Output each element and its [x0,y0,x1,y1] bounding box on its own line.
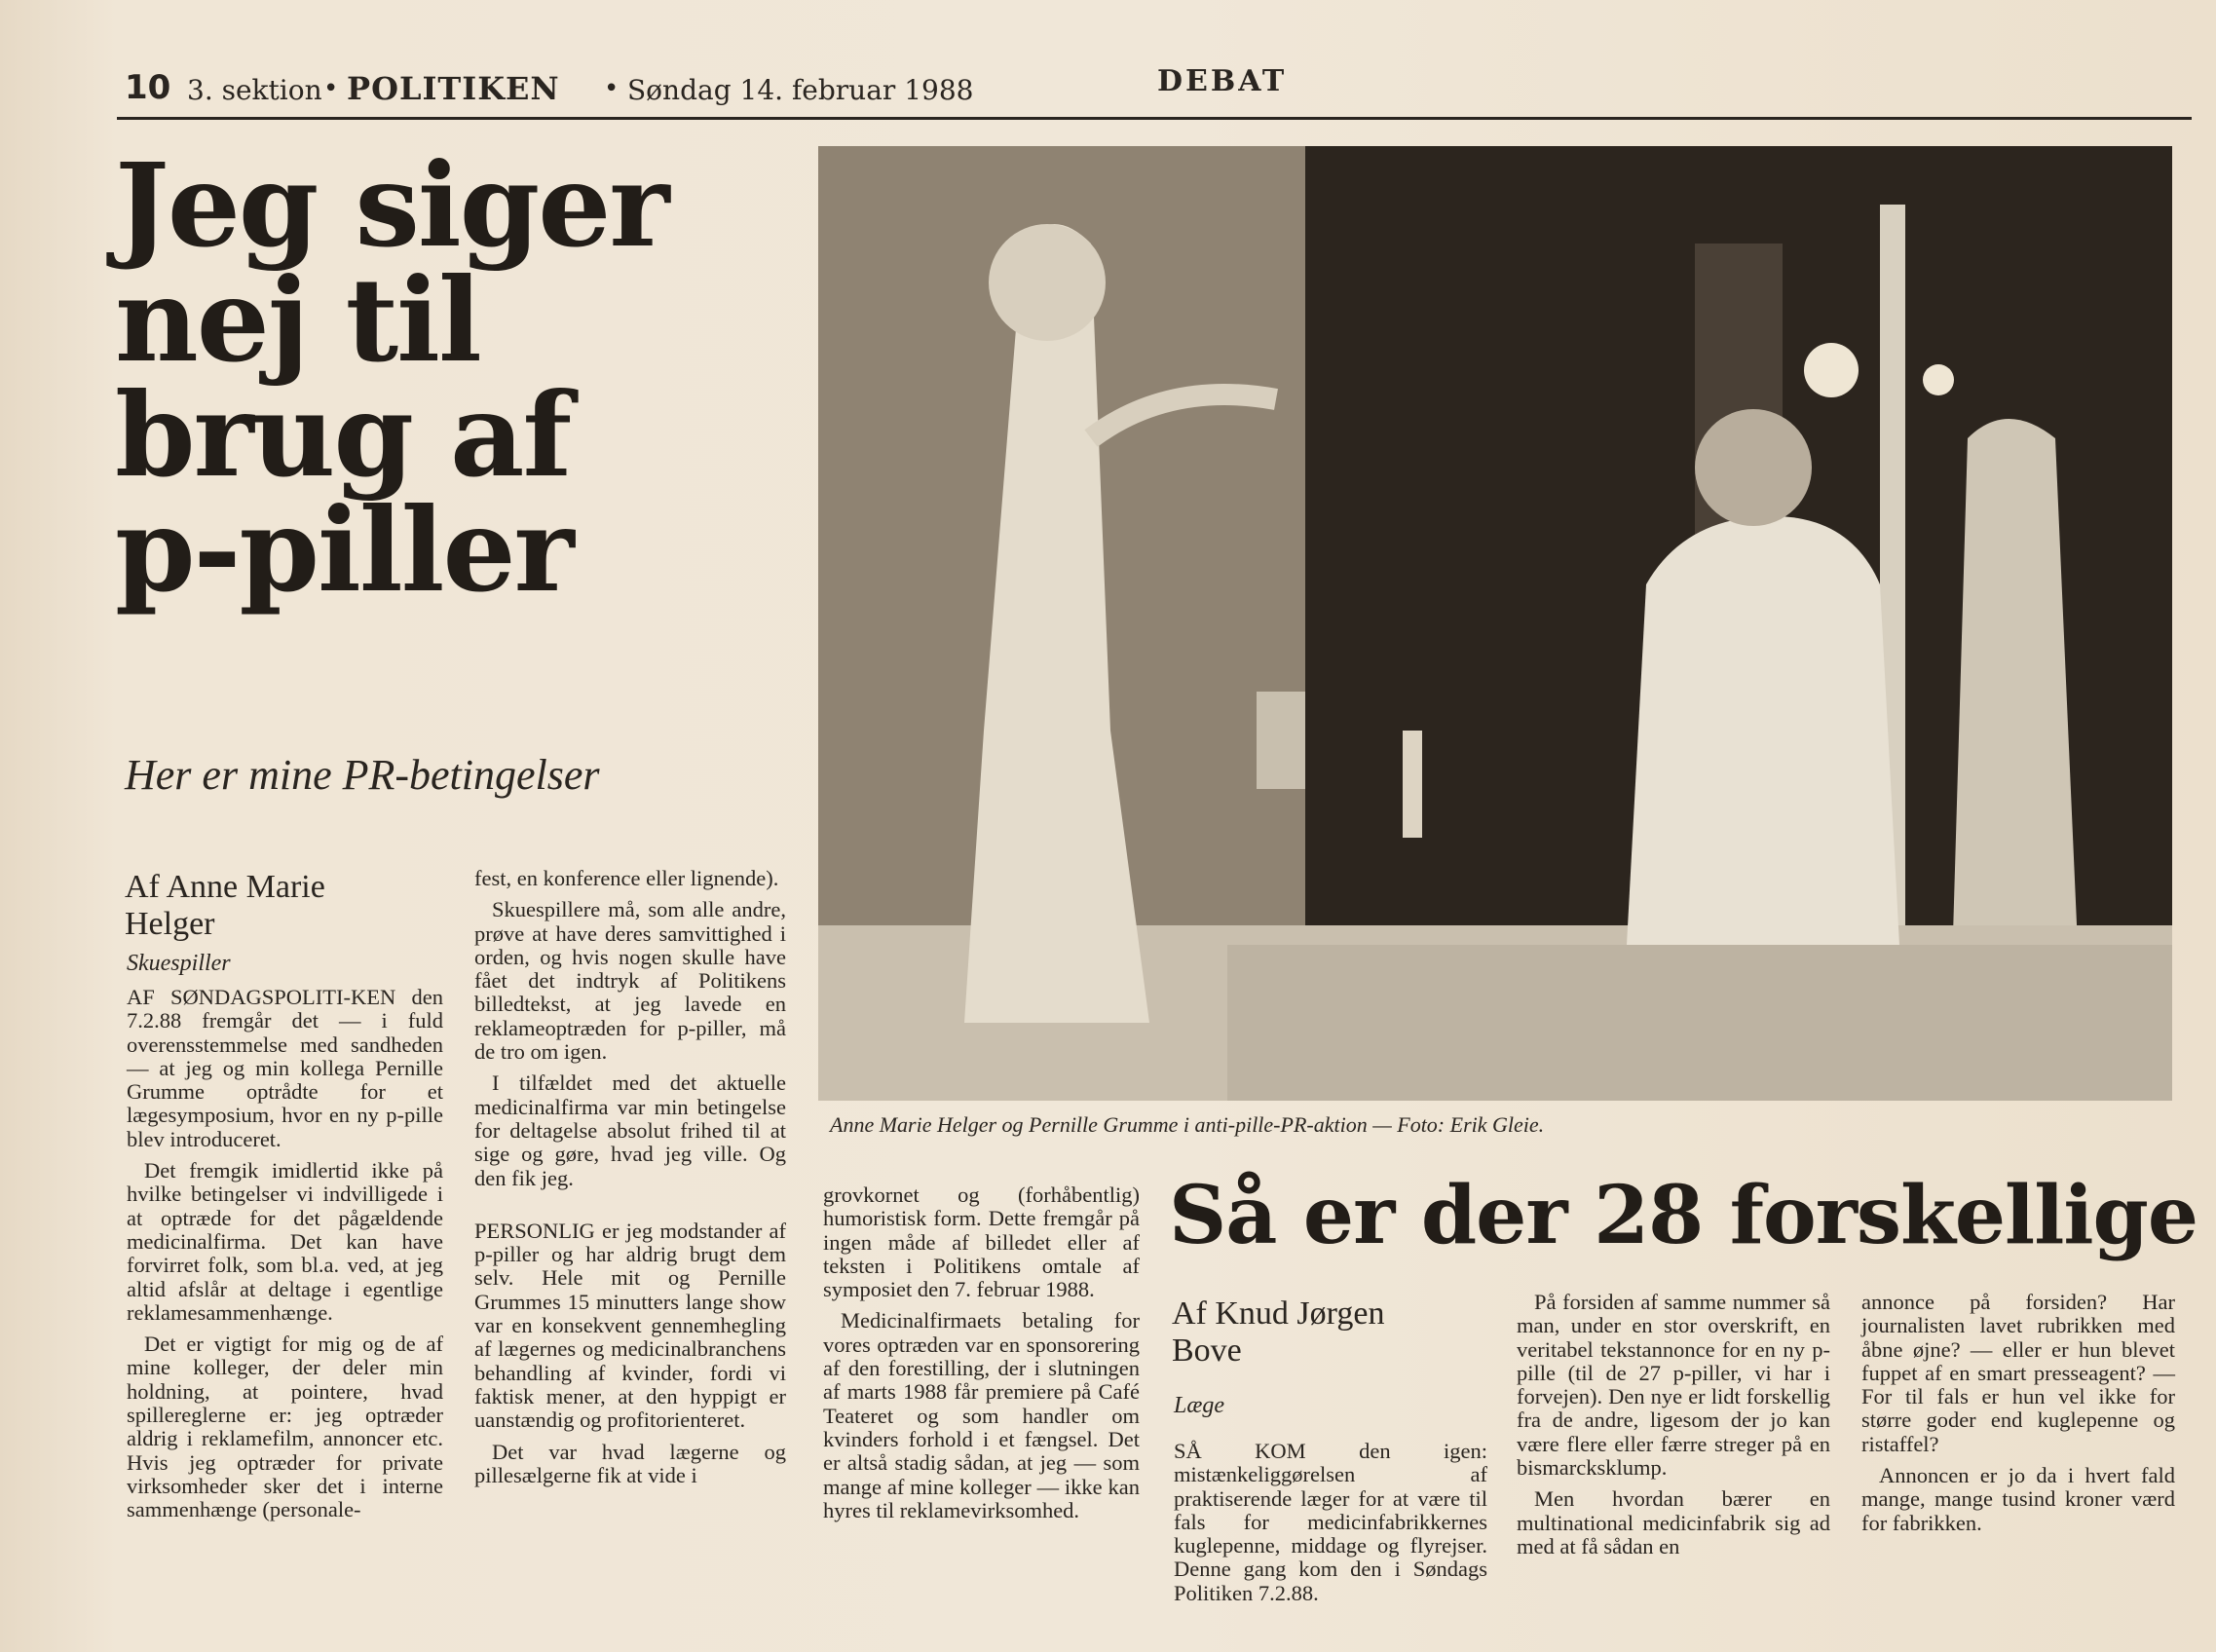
headline-line: nej til [115,252,480,388]
bullet-separator: • [604,74,620,103]
paragraph: Men hvordan bærer en multinational medicinfabrik sig ad med at få sådan en [1517,1486,1830,1558]
paragraph: Annoncen er jo da i hvert fald mange, mange tusind kroner værd for fabrikken. [1861,1463,2175,1535]
article-column [1861,1291,2175,1543]
paragraph: På forsiden af samme nummer så man, under en stor overskrift, en veritabel tekstannonce for en ny p-pille (til de 27 p-piller, vi har i forvejen). Den nye er lidt forskellig fra de andre, ligesom der jo kan være flere eller færre streger på en bismarcksklump. [1517,1290,1830,1481]
paragraph: grovkornet og (forhåbentlig) humoristisk form. Dette fremgår på ingen måde af billedet eller af teksten i Politikens omtale af symposiet den 7. februar 1988. [823,1183,1140,1302]
issue-date: Søndag 14. februar 1988 [627,74,974,106]
page-number: 10 [125,68,171,107]
paragraph: Skuespillere må, som alle andre, prøve at have deres samvittighed i orden, og hvis nogen skulle have fået det indtryk af Politikens billedtekst, at jeg lavede en reklameoptræden for p-piller, må de tro om igen. [474,897,786,1065]
paragraph: fest, en konference eller lignende). [474,866,779,890]
article-photo [818,146,2172,1101]
bullet-separator: • [323,74,339,103]
article2-headline: Så er der 28 forskellige [1169,1169,2198,1262]
byline-line: Bove [1172,1333,1242,1369]
paragraph: SÅ KOM den igen: mistænkeliggørelsen af praktiserende læger for at være til fals for medicinfabrikkernes kuglepenne, middage og flyrejser. Denne gang kom den i Søndags Politiken 7.2.88. [1174,1439,1487,1605]
article-byline [125,869,325,943]
masthead [117,64,2192,113]
headline-line: Jeg siger [115,137,668,273]
paragraph: Det fremgik imidlertid ikke på hvilke betingelser vi indvilligede i at optræde for det pågældende medicinalfirma. Det kan have forvirret folk, som bl.a. ved, at jeg altid afslår at deltage i egentlige reklamesammenhænge. [127,1158,443,1325]
paragraph: Det var hvad lægerne og pillesælgerne fik at vide i [474,1439,786,1487]
byline-line: Af Anne Marie [125,869,325,905]
section-name: DEBAT [1157,64,1288,98]
newspaper-name: POLITIKEN [347,70,560,107]
section-label: 3. sektion [187,74,322,106]
headline-line: p-piller [115,482,573,618]
author-role: Skuespiller [127,951,231,976]
article-column [127,986,443,1530]
paragraph: I tilfældet med det aktuelle medicinalfirma var min betingelse for deltagelse absolut frihed til at sige og gøre, hvad jeg ville. Og den fik jeg. [474,1070,786,1190]
article-column [1174,1440,1487,1613]
byline-line: Helger [125,906,215,942]
article-column [474,867,786,1495]
paragraph: PERSONLIG er jeg modstander af p-piller og har aldrig brugt dem selv. Hele mit og Pernille Grummes 15 minutters lange show var en konsekvent gennemhegling af lægernes og medicinalbranchens behandling af kvinder, fordi vi faktisk mener, at den hyppigt er uanstændig og profitorienteret. [474,1218,786,1433]
headline-line: brug af [115,367,571,503]
byline-line: Af Knud Jørgen [1172,1295,1385,1332]
paragraph: Medicinalfirmaets betaling for vores optræden var en sponsorering af den forestilling, der i slutningen af marts 1988 får premiere på Café Teateret og som handler om kvinders forhold i et fængsel. Det er altså stadig sådan, at jeg — som mange af mine kolleger — ikke kan hyres til reklamevirksomhed. [823,1308,1140,1522]
paragraph: annonce på forsiden? Har journalisten lavet rubrikken med åbne øjne? — eller er hun blevet fuppet af en smart presseagent? — For til fals er hun vel ikke for større goder end kuglepenne og ristaffel? [1861,1290,2175,1456]
paragraph: AF SØNDAGSPOLITI-KEN den 7.2.88 fremgår det — i fuld overensstemmelse med sandheden — at jeg og min kollega Pernille Grumme optrådte for et lægesymposium, hvor en ny p-pille blev introduceret. [127,985,443,1151]
article-subhead: Her er mine PR-betingelser [125,751,600,799]
article-headline [115,137,797,618]
article2-byline [1172,1295,1384,1370]
paragraph: Det er vigtigt for mig og de af mine kolleger, der deler min holdning, at pointere, hvad spillereglerne er: jeg optræder aldrig i reklamefilm, annoncer etc. Hvis jeg optræder for private virksomheder sker det i interne sammenhænge (personale- [127,1332,443,1522]
author-role: Læge [1174,1393,1225,1418]
masthead-rule [117,117,2192,120]
article-column [823,1183,1140,1530]
photo-caption: Anne Marie Helger og Pernille Grumme i anti-pille-PR-aktion — Foto: Erik Gleie. [830,1112,1545,1137]
photo-illustration [818,146,2172,1101]
article-column [1517,1291,1830,1566]
